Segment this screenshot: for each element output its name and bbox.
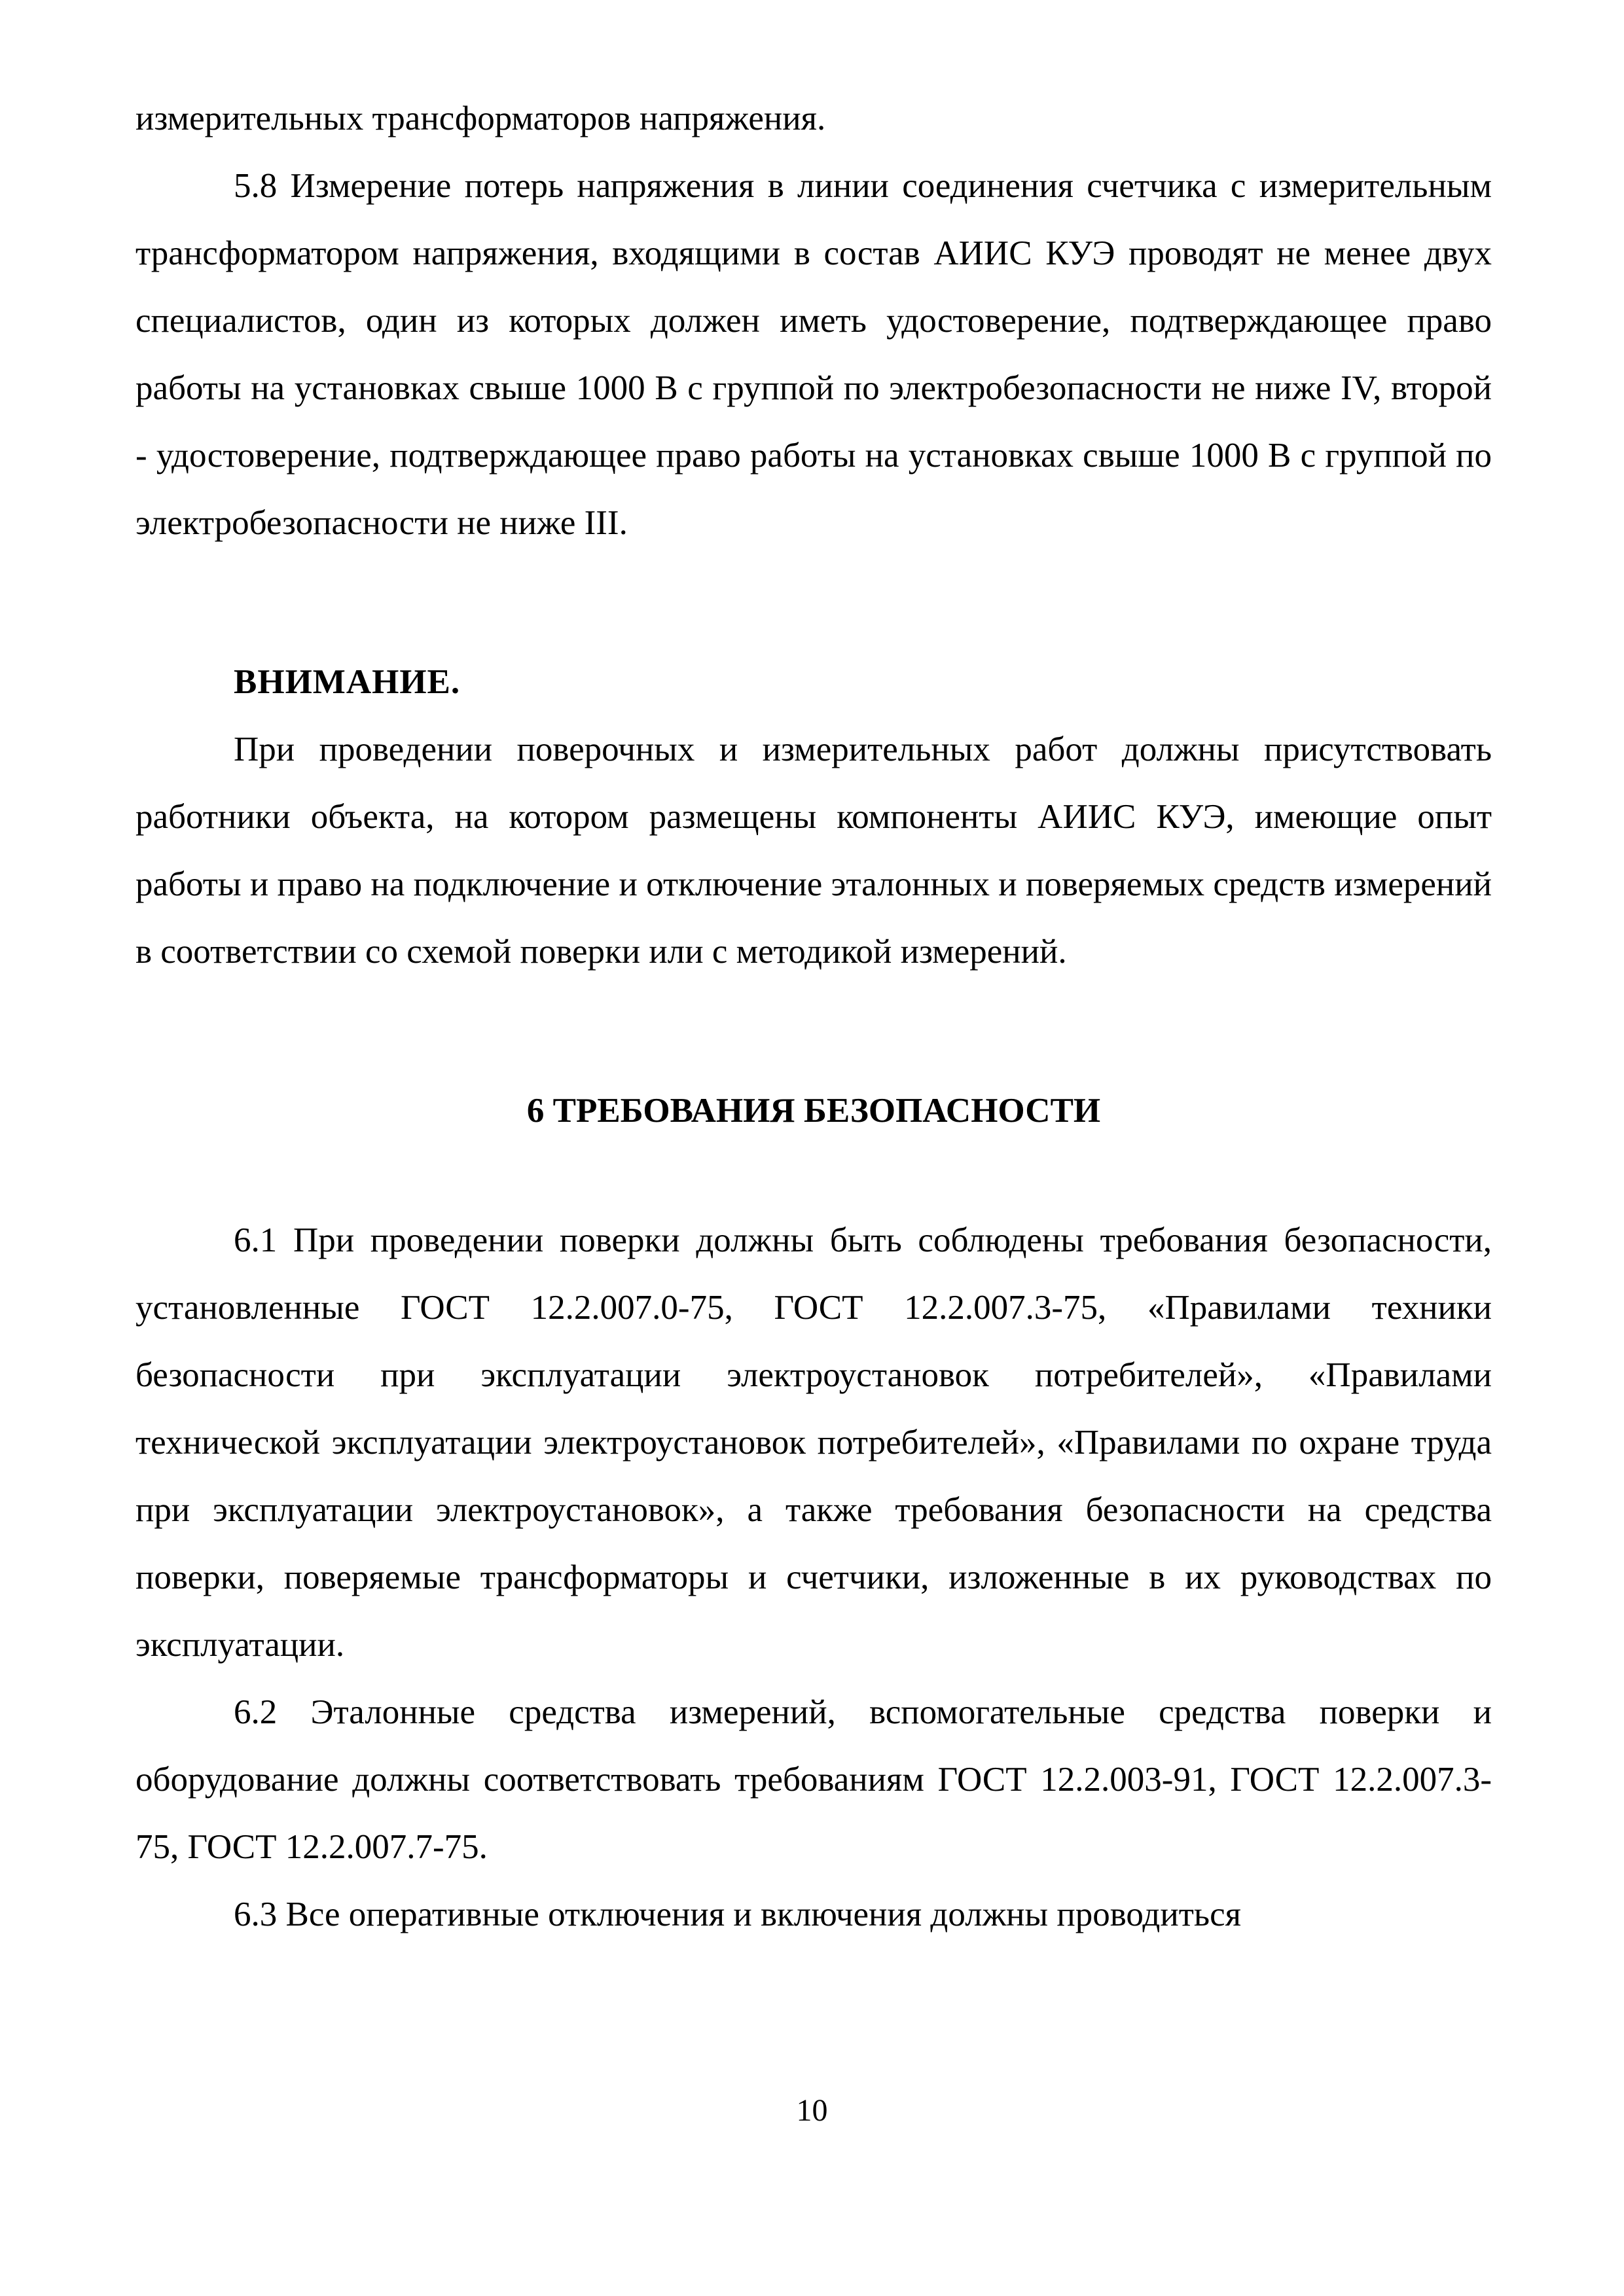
warning-heading: ВНИМАНИЕ. [234,663,461,701]
paragraph-continuation: измерительных трансформаторов напряжения. [135,99,826,137]
document-page [135,85,1492,1948]
section-6-heading: 6 ТРЕБОВАНИЯ БЕЗОПАСНОСТИ [526,1092,1101,1130]
warning-paragraph: При проведении поверочных и измерительных работ должны присутствовать работники объекта, на котором размещены компоненты АИИС КУЭ, имеющие опыт работы и право на подключение и отключение эталонных и поверяемых средств измерений в соответствии со схемой поверки или с методикой измерений. [135,730,1492,971]
paragraph-6-3: 6.3 Все оперативные отключения и включения должны проводиться [234,1895,1241,1933]
paragraph-5-8: 5.8 Измерение потерь напряжения в линии соединения счетчика с измерительным трансформатором напряжения, входящими в состав АИИС КУЭ проводят не менее двух специалистов, один из которых должен иметь удостоверение, подтверждающее право работы на установках свыше 1000 В с группой по электробезопасности не ниже IV, второй - удостоверение, подтверждающее право работы на установках свыше 1000 В с группой по электробезопасности не ниже III. [135,167,1492,542]
paragraph-6-2: 6.2 Эталонные средства измерений, вспомогательные средства поверки и оборудование должны соответствовать требованиям ГОСТ 12.2.003-91, ГОСТ 12.2.007.3-75, ГОСТ 12.2.007.7-75. [135,1693,1492,1866]
page-number: 10 [796,2093,828,2128]
paragraph-6-1: 6.1 При проведении поверки должны быть соблюдены требования безопасности, установленные ГОСТ 12.2.007.0-75, ГОСТ 12.2.007.3-75, «Правилами техники безопасности при эксплуатации электроустановок потребителей», «Правилами технической эксплуатации электроустановок потребителей», «Правилами по охране труда при эксплуатации электроустановок», а также требования безопасности на средства поверки, поверяемые трансформаторы и счетчики, изложенные в их руководствах по эксплуатации. [135,1221,1492,1664]
